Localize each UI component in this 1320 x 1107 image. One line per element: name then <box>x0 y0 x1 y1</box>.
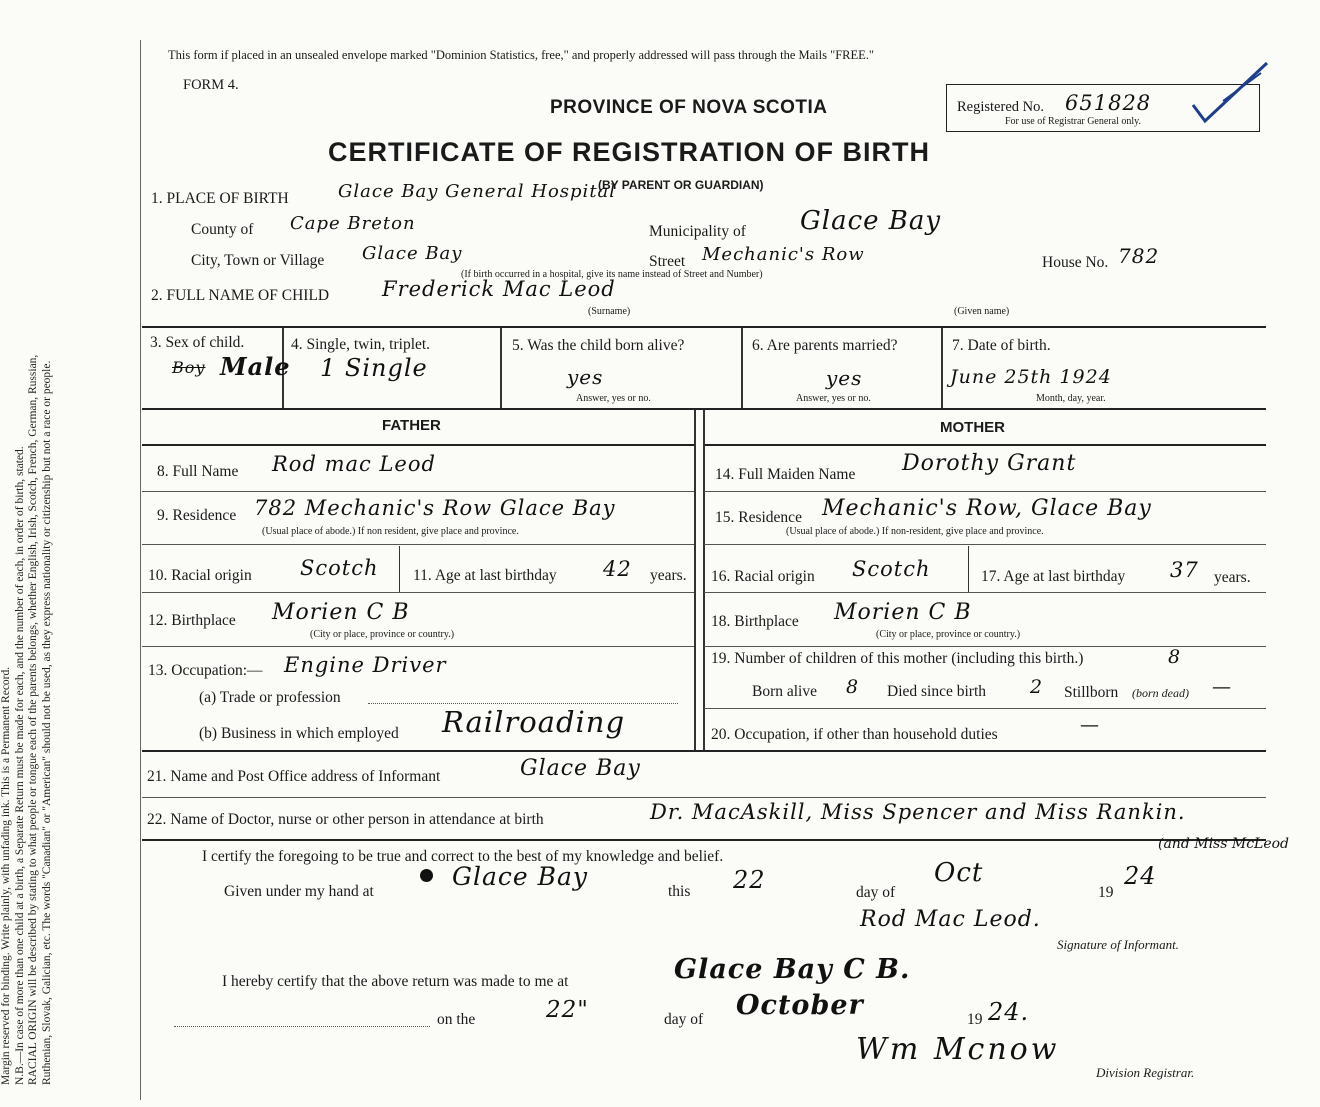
margin-note-2: N.B.—In case of more than one child at a birth, a Separate Return must be made for each, and the number of each, in order of birth, stated. <box>13 446 26 1085</box>
ink-dot <box>420 869 433 882</box>
center-divider-left <box>694 410 696 750</box>
rule <box>142 592 694 593</box>
mother-name-label: 14. Full Maiden Name <box>715 466 856 483</box>
sex-value: Male <box>220 352 291 381</box>
stillborn-note: (born dead) <box>1132 686 1189 700</box>
form-number: FORM 4. <box>183 77 239 93</box>
registrar-certify-text: I hereby certify that the above return was made to me at <box>222 973 569 990</box>
registrar-place-value: Glace Bay C B. <box>674 954 911 985</box>
on-the-label: on the <box>437 1011 476 1028</box>
father-residence-value: 782 Mechanic's Row Glace Bay <box>254 496 616 520</box>
county-label: County of <box>191 221 254 238</box>
father-racial-value: Scotch <box>300 556 379 580</box>
place-of-birth-value: Glace Bay General Hospital <box>338 181 617 202</box>
father-birthplace-caption: (City or place, province or country.) <box>310 629 455 640</box>
father-age-value: 42 <box>603 557 632 581</box>
died-value: 2 <box>1030 676 1044 698</box>
father-racial-label: 10. Racial origin <box>148 567 252 584</box>
born-alive-answer: yes <box>567 365 604 389</box>
house-value: 782 <box>1118 244 1160 268</box>
section-rule <box>142 750 1266 752</box>
hospital-note: (If birth occurred in a hospital, give its name instead of Street and Number) <box>461 269 763 280</box>
county-value: Cape Breton <box>290 213 416 234</box>
divider <box>500 328 502 408</box>
attendant-addendum: (and Miss McLeod <box>1158 836 1290 852</box>
father-residence-label: 9. Residence <box>157 507 237 524</box>
trade-dotted-line <box>368 703 678 704</box>
mother-racial-label: 16. Racial origin <box>711 568 815 585</box>
mother-occupation-label: 20. Occupation, if other than household duties <box>711 726 998 743</box>
plurality-value: 1 Single <box>320 354 428 382</box>
mail-notice: This form if placed in an unsealed envelope marked "Dominion Statistics, free," and properly addressed will pass through the Mails "FREE." <box>168 48 875 62</box>
children-count-label: 19. Number of children of this mother (including this birth.) <box>711 650 1084 667</box>
street-label: Street <box>649 253 686 270</box>
registered-box <box>946 84 1260 132</box>
child-name-label: 2. FULL NAME OF CHILD <box>151 287 330 304</box>
registered-label: Registered No. <box>957 99 1044 115</box>
mother-birthplace-value: Morien C B <box>834 600 972 625</box>
father-heading: FATHER <box>382 417 441 434</box>
father-occupation-value: Engine Driver <box>284 653 447 677</box>
registrar-day-of-label: day of <box>664 1011 704 1028</box>
given-place-value: Glace Bay <box>452 862 589 891</box>
parents-married-answer: yes <box>826 366 863 390</box>
answer-caption: Answer, yes or no. <box>576 393 651 404</box>
stillborn-label: Stillborn <box>1064 684 1119 701</box>
certification-text: I certify the foregoing to be true and correct to the best of my knowledge and belief. <box>202 848 724 865</box>
registrar-note: For use of Registrar General only. <box>1005 116 1141 127</box>
registrar-month-value: October <box>736 990 864 1021</box>
row3-top-rule <box>142 326 1266 328</box>
margin-rule <box>140 40 141 1100</box>
died-label: Died since birth <box>887 683 987 700</box>
date-of-birth-label: 7. Date of birth. <box>952 337 1051 354</box>
rule <box>142 646 694 647</box>
mother-age-value: 37 <box>1170 558 1199 582</box>
rule <box>704 491 1266 492</box>
municipality-label: Municipality of <box>649 223 746 240</box>
father-heading-rule <box>142 444 694 446</box>
registrar-year-prefix: 19 <box>967 1011 983 1028</box>
born-alive-value: 8 <box>846 676 860 698</box>
stillborn-value: — <box>1212 676 1232 698</box>
sex-struck-value: Boy <box>172 358 206 377</box>
house-label: House No. <box>1042 254 1109 271</box>
rule <box>704 544 1266 545</box>
mother-heading: MOTHER <box>940 419 1005 436</box>
registrar-year-value: 24. <box>988 998 1030 1026</box>
father-occupation-label: 13. Occupation:— <box>148 662 263 679</box>
street-value: Mechanic's Row <box>702 244 865 265</box>
rule <box>704 592 1266 593</box>
divider <box>968 546 969 592</box>
father-residence-caption: (Usual place of abode.) If non resident, give place and province. <box>262 526 519 537</box>
check-mark-icon <box>1183 59 1273 139</box>
mother-name-value: Dorothy Grant <box>902 451 1077 476</box>
place-of-birth-label: 1. PLACE OF BIRTH <box>151 190 289 207</box>
margin-note-3: RACIAL ORIGIN will be described by stating to what people or tongue each of the parents belongs, whether English, Irish, Scotch, French, German, Russian, <box>27 354 39 1085</box>
informant-value: Glace Bay <box>520 756 641 781</box>
sex-label: 3. Sex of child. <box>150 334 245 351</box>
city-label: City, Town or Village <box>191 252 325 269</box>
date-caption: Month, day, year. <box>1036 393 1106 404</box>
born-alive-label: Born alive <box>752 683 817 700</box>
given-day-value: 22 <box>733 866 766 894</box>
father-birthplace-label: 12. Birthplace <box>148 612 236 629</box>
informant-label: 21. Name and Post Office address of Informant <box>147 768 441 785</box>
registrar-caption: Division Registrar. <box>1096 1065 1195 1080</box>
registered-number: 651828 <box>1065 91 1152 115</box>
attendant-value: Dr. MacAskill, Miss Spencer and Miss Rankin. <box>650 800 1186 824</box>
margin-note-1: Margin reserved for binding. Write plainly, with unfading ink. This is a Permanent Record. <box>0 666 12 1085</box>
day-of-label: day of <box>856 884 896 901</box>
rule <box>142 797 1266 798</box>
rule <box>704 708 1266 709</box>
rule <box>142 491 694 492</box>
father-age-label: 11. Age at last birthday <box>413 567 557 584</box>
this-label: this <box>668 883 691 900</box>
born-alive-question-label: 5. Was the child born alive? <box>512 337 685 354</box>
mother-years-label: years. <box>1214 569 1251 586</box>
municipality-value: Glace Bay <box>800 206 942 236</box>
parents-married-label: 6. Are parents married? <box>752 337 898 354</box>
city-value: Glace Bay <box>362 243 463 264</box>
divider <box>941 328 943 408</box>
mother-age-label: 17. Age at last birthday <box>981 568 1126 585</box>
answer-caption: Answer, yes or no. <box>796 393 871 404</box>
trade-label: (a) Trade or profession <box>199 689 341 706</box>
certificate-subtitle: (BY PARENT OR GUARDIAN) <box>598 178 764 192</box>
mother-occupation-value: — <box>1080 714 1100 736</box>
father-years-label: years. <box>650 567 687 584</box>
rule <box>704 646 1266 647</box>
given-month-value: Oct <box>934 858 984 888</box>
year-prefix: 19 <box>1098 884 1114 901</box>
informant-signature: Rod Mac Leod. <box>860 907 1041 932</box>
registrar-dotted-line <box>174 1026 430 1027</box>
margin-note-4: Ruthenian, Slovak, Galician, etc. The words "Canadian" or "American" should not be used, as they express nationality or citizenship but not a race or people. <box>40 360 53 1085</box>
business-label: (b) Business in which employed <box>199 725 399 742</box>
given-name-caption: (Given name) <box>954 306 1010 317</box>
rule <box>142 544 694 545</box>
mother-residence-label: 15. Residence <box>715 509 802 526</box>
mother-racial-value: Scotch <box>852 557 931 581</box>
margin-notes <box>0 5 150 1085</box>
business-value: Railroading <box>442 705 626 739</box>
certificate-title: CERTIFICATE OF REGISTRATION OF BIRTH <box>328 137 930 167</box>
registrar-day-value: 22" <box>546 997 589 1023</box>
surname-caption: (Surname) <box>588 306 631 317</box>
child-name-value: Frederick Mac Leod <box>382 277 616 301</box>
plurality-label: 4. Single, twin, triplet. <box>291 336 431 353</box>
mother-birthplace-caption: (City or place, province or country.) <box>876 629 1021 640</box>
attendant-label: 22. Name of Doctor, nurse or other person in attendance at birth <box>147 811 544 828</box>
province-heading: PROVINCE OF NOVA SCOTIA <box>550 97 828 118</box>
divider <box>741 328 743 408</box>
date-of-birth-value: June 25th 1924 <box>950 366 1112 388</box>
father-name-value: Rod mac Leod <box>272 452 436 476</box>
mother-heading-rule <box>704 444 1266 446</box>
informant-signature-caption: Signature of Informant. <box>1057 937 1179 952</box>
children-count-value: 8 <box>1168 646 1182 668</box>
father-name-label: 8. Full Name <box>157 463 239 480</box>
mother-birthplace-label: 18. Birthplace <box>711 613 799 630</box>
registrar-signature: Wm Mcnow <box>856 1032 1060 1067</box>
father-birthplace-value: Morien C B <box>272 600 410 625</box>
section-rule <box>142 839 1266 841</box>
center-divider-right <box>703 410 705 750</box>
mother-residence-caption: (Usual place of abode.) If non-resident, give place and province. <box>786 526 1044 537</box>
given-under-label: Given under my hand at <box>224 883 374 900</box>
divider <box>399 546 400 592</box>
mother-residence-value: Mechanic's Row, Glace Bay <box>822 496 1152 521</box>
given-year-value: 24 <box>1124 862 1157 890</box>
